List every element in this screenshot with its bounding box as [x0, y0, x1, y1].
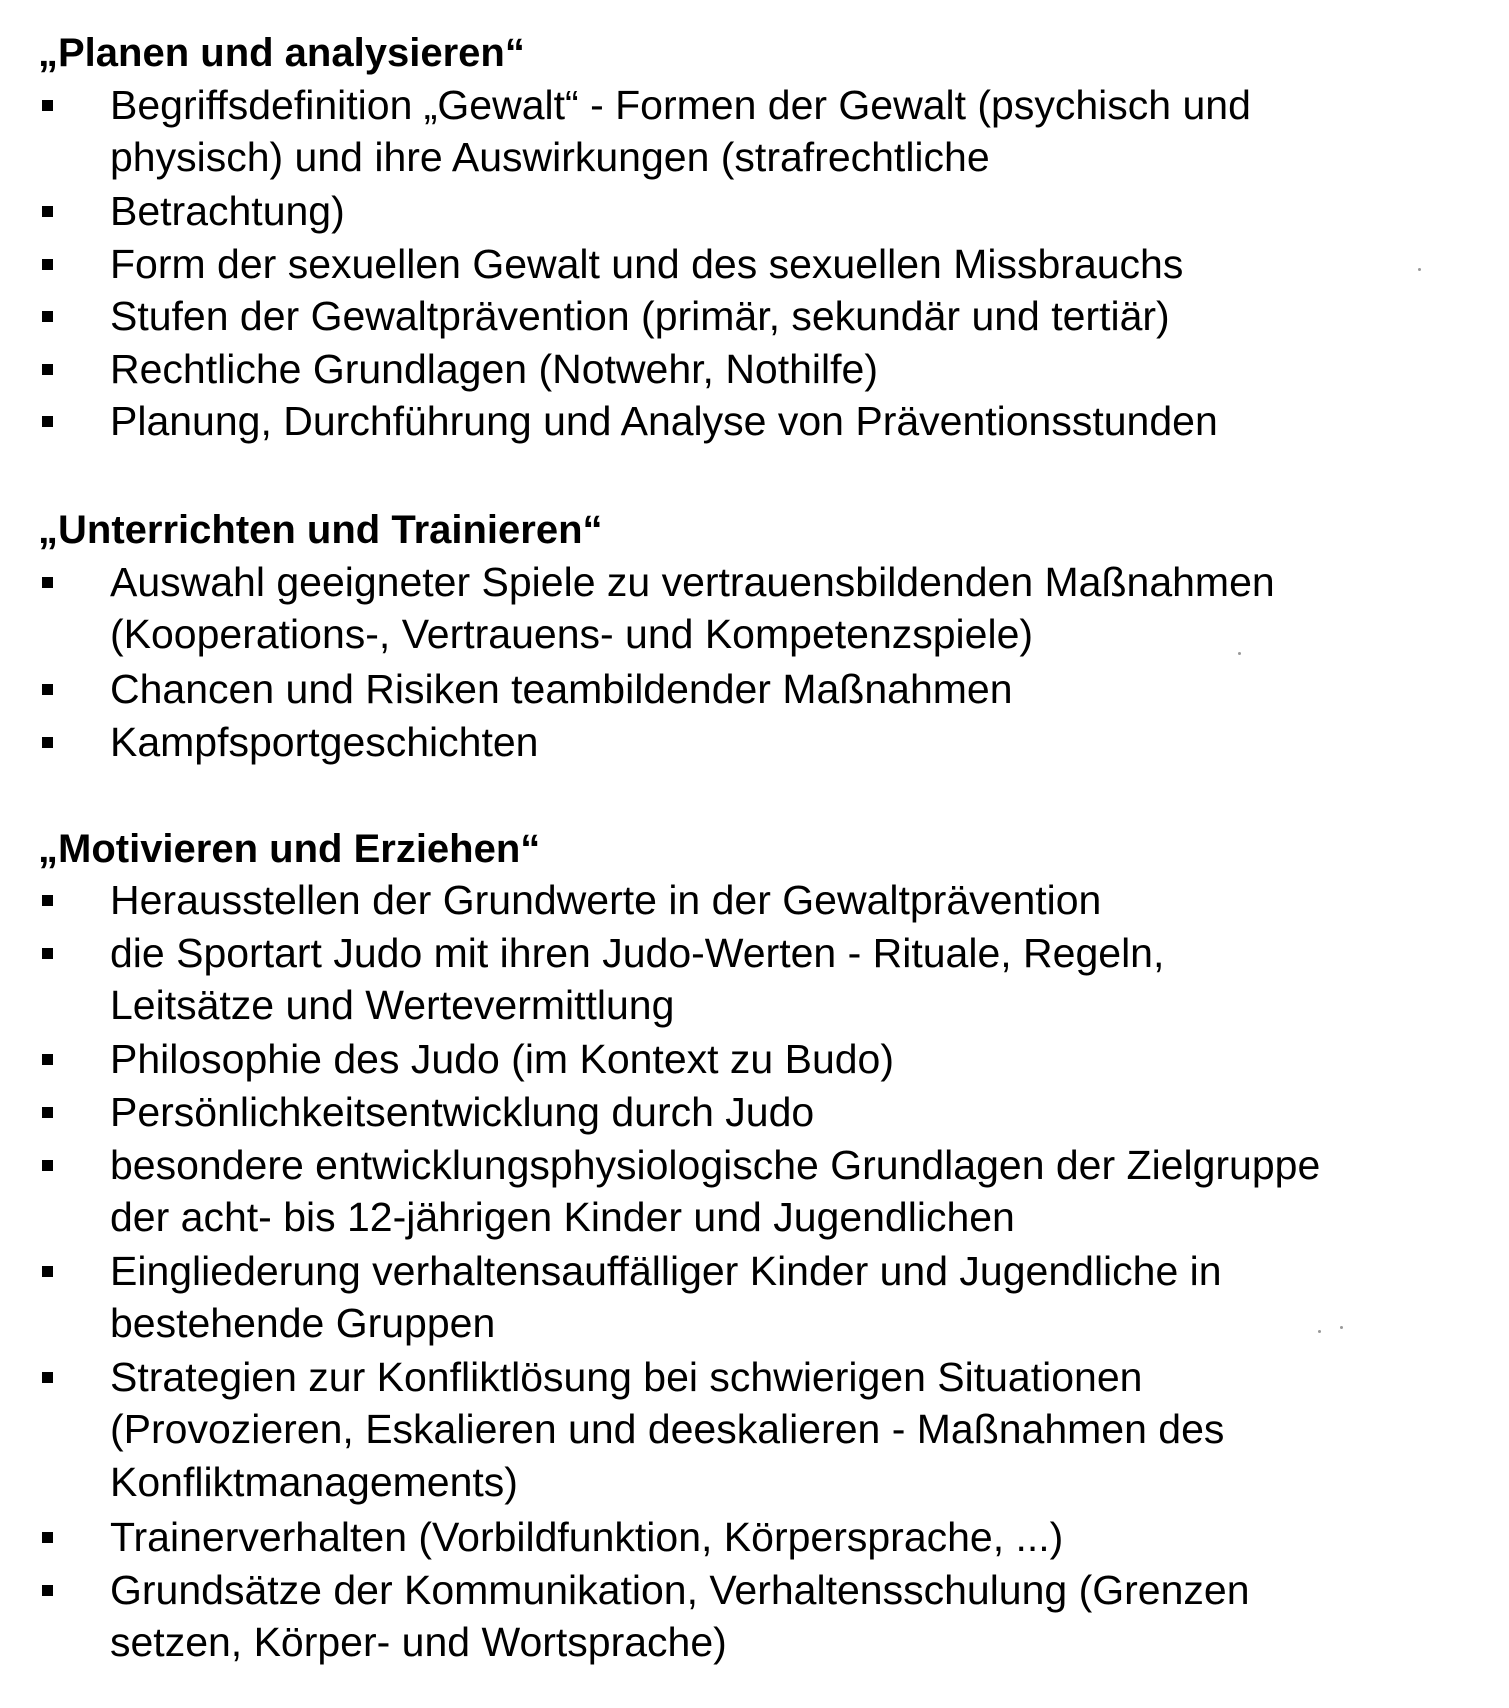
list-item-line: Chancen und Risiken teambildender Maßnahmen: [110, 666, 1013, 712]
bullet-icon: [42, 1585, 53, 1596]
list-item-line: der acht- bis 12-jährigen Kinder und Jugendlichen: [110, 1194, 1015, 1240]
bullet-icon: [42, 1372, 53, 1383]
list-item-line: Herausstellen der Grundwerte in der Gewaltprävention: [110, 877, 1102, 923]
section-heading-unterrichten: „Unterrichten und Trainieren“: [38, 508, 603, 552]
list-item-line: Kampfsportgeschichten: [110, 719, 539, 765]
bullet-icon: [42, 1266, 53, 1277]
list-item-line: besondere entwicklungsphysiologische Grundlagen der Zielgruppe: [110, 1142, 1321, 1188]
bullet-icon: [42, 895, 53, 906]
list-item-line: Rechtliche Grundlagen (Notwehr, Nothilfe): [110, 346, 878, 392]
list-item-line: physisch) und ihre Auswirkungen (strafrechtliche: [110, 134, 990, 180]
scan-speck: [1340, 1326, 1343, 1329]
list-item-line: setzen, Körper- und Wortsprache): [110, 1619, 727, 1665]
bullet-icon: [42, 684, 53, 695]
list-item-line: Eingliederung verhaltensauffälliger Kinder und Jugendliche in: [110, 1248, 1222, 1294]
list-item-line: Trainerverhalten (Vorbildfunktion, Körpersprache, ...): [110, 1514, 1064, 1560]
list-item-line: Strategien zur Konfliktlösung bei schwierigen Situationen: [110, 1354, 1143, 1400]
section-heading-planen: „Planen und analysieren“: [38, 31, 525, 75]
bullet-icon: [42, 206, 53, 217]
bullet-icon: [42, 1532, 53, 1543]
bullet-icon: [42, 577, 53, 588]
bullet-icon: [42, 364, 53, 375]
list-item-line: Form der sexuellen Gewalt und des sexuellen Missbrauchs: [110, 241, 1184, 287]
bullet-icon: [42, 100, 53, 111]
list-item-line: Grundsätze der Kommunikation, Verhaltensschulung (Grenzen: [110, 1567, 1250, 1613]
scan-speck: [1318, 1330, 1321, 1333]
bullet-icon: [42, 1160, 53, 1171]
list-item-line: Philosophie des Judo (im Kontext zu Budo): [110, 1036, 895, 1082]
bullet-icon: [42, 311, 53, 322]
section-heading-motivieren: „Motivieren und Erziehen“: [38, 827, 541, 871]
list-item-line: Betrachtung): [110, 188, 345, 234]
bullet-icon: [42, 1054, 53, 1065]
list-item-line: (Provozieren, Eskalieren und deeskalieren - Maßnahmen des: [110, 1406, 1225, 1452]
bullet-icon: [42, 259, 53, 270]
list-item-line: Persönlichkeitsentwicklung durch Judo: [110, 1089, 815, 1135]
scan-speck: [1238, 652, 1241, 655]
list-item-line: Auswahl geeigneter Spiele zu vertrauensbildenden Maßnahmen: [110, 559, 1275, 605]
list-item-line: die Sportart Judo mit ihren Judo-Werten - Rituale, Regeln,: [110, 930, 1165, 976]
list-item-line: Begriffsdefinition „Gewalt“ - Formen der Gewalt (psychisch und: [110, 82, 1251, 128]
list-item-line: (Kooperations-, Vertrauens- und Kompetenzspiele): [110, 611, 1034, 657]
bullet-icon: [42, 737, 53, 748]
bullet-icon: [42, 948, 53, 959]
scan-speck: [1418, 268, 1421, 271]
list-item-line: Planung, Durchführung und Analyse von Präventionsstunden: [110, 398, 1218, 444]
list-item-line: bestehende Gruppen: [110, 1300, 496, 1346]
list-item-line: Konfliktmanagements): [110, 1459, 518, 1505]
list-item-line: Stufen der Gewaltprävention (primär, sekundär und tertiär): [110, 293, 1170, 339]
list-item-line: Leitsätze und Wertevermittlung: [110, 982, 675, 1028]
bullet-icon: [42, 416, 53, 427]
bullet-icon: [42, 1107, 53, 1118]
